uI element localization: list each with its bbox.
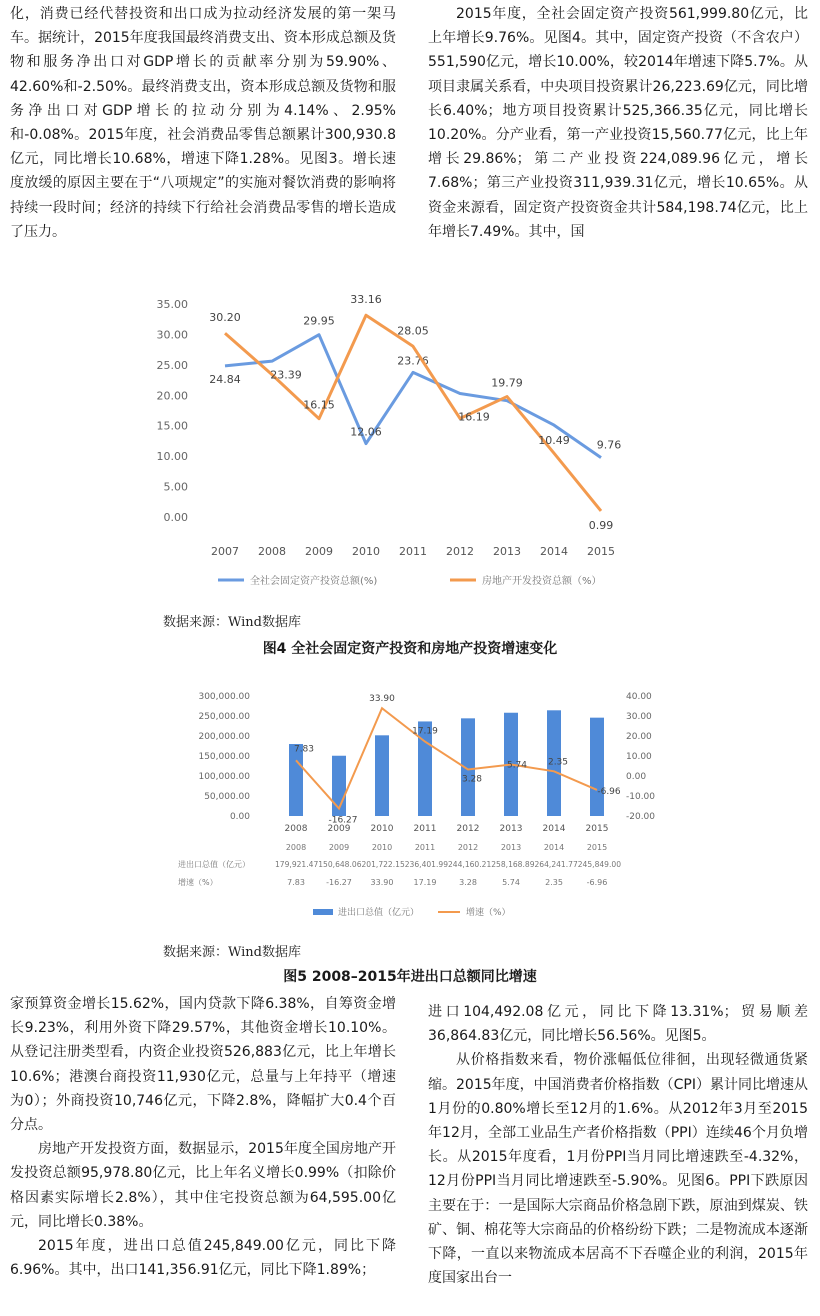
paragraph: 化，消费已经代替投资和出口成为拉动经济发展的第一架马车。据统计，2015年度我国最终消费支出、资本形成总额及货物和服务净出口对GDP增长的贡献率分别为59.90%、42.60%和-2.50%。最终消费支出，资本形成总额及货物和服务净出口对GDP增长的拉动分别为4.14%、2.95%和-0.08%。2015年度，社会消费品零售总额累计300,930.8亿元，同比增长10.68%，增速下降1.28%。见图3。增长速度放缓的原因主要在于“八项规定”的实施对餐饮消费的影响将持续一段时间；经济的持续下行给社会消费品零售的增长造成了压力。 — [10, 6, 396, 240]
legend-label: 增速（%） — [466, 908, 511, 918]
x-tick-label: 2013 — [499, 824, 523, 834]
table-row-label: 增速（%） — [178, 878, 218, 887]
table-header-year: 2010 — [371, 843, 393, 852]
table-growth-cell: -16.27 — [326, 878, 352, 887]
x-tick-label: 2014 — [540, 545, 568, 558]
x-tick-label: 2012 — [446, 545, 474, 558]
data-label: 17.19 — [412, 726, 438, 737]
data-label: 3.28 — [461, 774, 483, 785]
table-growth-cell: 17.19 — [413, 878, 437, 887]
table-header-year: 2013 — [500, 843, 522, 852]
right-axis-tick: 20.00 — [626, 732, 652, 742]
table-header-year: 2014 — [543, 843, 565, 852]
paragraph: 从价格指数来看，物价涨幅低位徘徊，出现轻微通货紧缩。2015年度，中国消费者价格指数（CPI）累计同比增速从1月份的0.80%增长至12月的1.6%。从2012年3月至2015年12月，全部工业品生产者价格指数（PPI）连续46个月负增长。从2015年度看，1月份PPI当月同比增速跌至-4.32%，12月份PPI当月同比增速跌至-5.90%。见图6。PPI下跌原因主要在于：一是国际大宗商品价格急剧下跌，原油到煤炭、铁矿、铜、棉花等大宗商品的价格纷纷下跌；二是物流成本逐渐下降，一直以来物流成本居高不下吞噬企业的利润，2015年度国家出台一 — [428, 1052, 808, 1287]
data-label: 5.74 — [506, 760, 528, 771]
x-tick-label: 2007 — [211, 545, 239, 558]
left-axis-tick: 50,000.00 — [204, 792, 250, 802]
y-tick-label: 35.00 — [156, 298, 188, 311]
data-label: 9.76 — [596, 438, 622, 452]
right-axis-tick: 0.00 — [626, 772, 647, 782]
data-label: 2.35 — [547, 757, 569, 768]
left-axis-tick: 200,000.00 — [198, 732, 250, 742]
figure4-source: 数据来源：Wind数据库 — [163, 615, 301, 630]
legend-swatch — [313, 909, 333, 915]
x-tick-label: 2015 — [585, 824, 609, 834]
right-axis-tick: 40.00 — [626, 692, 652, 702]
table-row-label: 进出口总值（亿元） — [178, 860, 250, 869]
x-tick-label: 2013 — [493, 545, 521, 558]
y-tick-label: 0.00 — [163, 511, 188, 524]
table-growth-cell: -6.96 — [586, 878, 608, 887]
table-header-year: 2011 — [414, 843, 436, 852]
data-label: 24.84 — [209, 372, 241, 386]
table-header-year: 2012 — [457, 843, 479, 852]
data-label: 33.16 — [350, 293, 382, 307]
table-growth-cell: 2.35 — [545, 878, 563, 887]
left-axis-tick: 150,000.00 — [198, 752, 250, 762]
figure4-caption: 图4 全社会固定资产投资和房地产投资增速变化 — [262, 641, 558, 657]
data-label: 33.90 — [369, 694, 395, 705]
bar — [375, 735, 389, 816]
x-tick-label: 2012 — [456, 824, 480, 834]
table-growth-cell: 7.83 — [287, 878, 305, 887]
table-header-year: 2008 — [285, 843, 307, 852]
data-label: 10.49 — [538, 434, 570, 448]
y-tick-label: 30.00 — [156, 328, 188, 342]
data-label: 12.06 — [350, 425, 382, 439]
table-header-year: 2009 — [328, 843, 350, 852]
text-column-top-left — [10, 2, 396, 244]
data-label: 0.99 — [588, 518, 614, 532]
paragraph: 家预算资金增长15.62%，国内贷款下降6.38%，自筹资金增长9.23%，利用外资下降29.57%，其他资金增长10.10%。从登记注册类型看，内资企业投资526,883亿元，比上年增长10.6%；港澳台商投资11,930亿元，总量与上年持平（增速为0）；外商投资10,746亿元，下降2.8%，降幅扩大0.4个百分点。 — [10, 996, 396, 1134]
x-tick-label: 2009 — [327, 824, 351, 834]
data-label: -6.96 — [597, 786, 621, 797]
y-tick-label: 5.00 — [163, 480, 188, 494]
legend-label: 进出口总值（亿元） — [338, 908, 420, 918]
x-tick-label: 2014 — [542, 824, 566, 834]
right-axis-tick: 10.00 — [626, 752, 652, 762]
y-tick-label: 15.00 — [156, 419, 188, 433]
data-label: 16.19 — [458, 410, 490, 424]
y-tick-label: 25.00 — [156, 358, 188, 372]
x-tick-label: 2015 — [587, 545, 615, 558]
data-label: 16.15 — [303, 398, 335, 412]
left-axis-tick: 250,000.00 — [198, 712, 250, 722]
x-tick-label: 2010 — [352, 545, 380, 558]
x-tick-label: 2010 — [370, 824, 394, 834]
text-column-bottom-left — [10, 992, 396, 1282]
data-label: 30.20 — [209, 311, 241, 325]
table-growth-cell: 5.74 — [502, 878, 520, 887]
data-label: 28.05 — [397, 324, 429, 338]
table-header-year: 2015 — [586, 843, 608, 852]
x-tick-label: 2011 — [399, 545, 427, 558]
data-label: 23.76 — [397, 354, 429, 368]
text-column-top-right — [428, 2, 808, 244]
right-axis-tick: 30.00 — [626, 712, 652, 722]
x-tick-label: 2008 — [284, 824, 308, 834]
y-tick-label: 20.00 — [156, 389, 188, 403]
data-label: 29.95 — [303, 314, 335, 328]
legend-label: 房地产开发投资总额（%） — [482, 576, 602, 587]
paragraph: 2015年度，全社会固定资产投资561,999.80亿元，比上年增长9.76%。见图4。其中，固定资产投资（不含农户）551,590亿元，增长10.00%，较2014年增速下降5.7%。从项目隶属关系看，中央项目投资累计26,223.69亿元，同比增长6.40%；地方项目投资累计525,366.35亿元，同比增长10.20%。分产业看，第一产业投资15,560.77亿元，比上年增长29.86%；第二产业投资224,089.96亿元，增长7.68%；第三产业投资311,939.31亿元，增长10.65%。从资金来源看，固定资产投资资金共计584,198.74亿元，比上年增长7.49%。其中，国 — [428, 6, 808, 240]
left-axis-tick: 100,000.00 — [198, 772, 250, 782]
right-axis-tick: -10.00 — [626, 792, 656, 802]
x-tick-label: 2009 — [305, 545, 333, 558]
series-line-2 — [225, 315, 601, 511]
x-tick-label: 2011 — [413, 824, 437, 834]
right-axis-tick: -20.00 — [626, 812, 656, 822]
bar — [289, 744, 303, 816]
paragraph: 进口104,492.08亿元，同比下降13.31%；贸易顺差36,864.83亿元，同比增长56.56%。见图5。 — [428, 1004, 808, 1045]
table-growth-cell: 3.28 — [459, 878, 477, 887]
x-tick-label: 2008 — [258, 545, 286, 558]
bar — [590, 718, 604, 816]
text-column-bottom-right — [428, 1000, 808, 1290]
figure4-line-chart — [150, 282, 650, 600]
table-growth-cell: 33.90 — [370, 878, 394, 887]
figure5-caption: 图5 2008–2015年进出口总额同比增速 — [283, 969, 537, 985]
data-label: 7.83 — [293, 744, 315, 755]
paragraph: 2015年度，进出口总值245,849.00亿元，同比下降6.96%。其中，出口141,356.91亿元，同比下降1.89%； — [10, 1238, 396, 1279]
legend-label: 全社会固定资产投资总额(%) — [250, 576, 378, 587]
data-label: 23.39 — [270, 368, 302, 382]
table-value-row: 179,921.47150,648.06201,722.15236,401.99244,160.21258,168.89264,241.77245,849.00 — [275, 860, 621, 869]
figure5-combo-chart — [168, 684, 668, 934]
y-tick-label: 10.00 — [156, 450, 188, 464]
left-axis-tick: 300,000.00 — [198, 692, 250, 702]
figure5-source: 数据来源：Wind数据库 — [163, 945, 301, 960]
left-axis-tick: 0.00 — [229, 812, 250, 822]
data-label: -16.27 — [328, 815, 358, 826]
paragraph: 房地产开发投资方面，数据显示，2015年度全国房地产开发投资总额95,978.80亿元，比上年名义增长0.99%（扣除价格因素实际增长2.8%），其中住宅投资总额为64,595.00亿元，同比增长0.38%。 — [10, 1141, 396, 1230]
data-label: 19.79 — [491, 376, 523, 390]
